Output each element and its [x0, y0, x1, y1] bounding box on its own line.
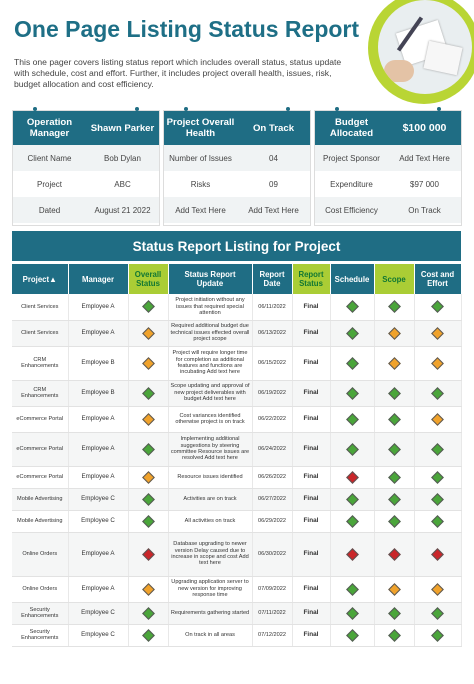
- schedule-cell: [330, 602, 374, 624]
- table-row: [12, 576, 461, 602]
- project-cell: CRM Enhancements: [12, 346, 68, 380]
- column-header-report-status: Report Status: [292, 264, 330, 294]
- schedule-cell: [330, 320, 374, 346]
- manager-cell: Employee A: [68, 406, 128, 432]
- table-row: [12, 346, 461, 380]
- manager-cell: Employee C: [68, 510, 128, 532]
- status-diamond-green-icon: [346, 357, 359, 370]
- card-label: Dated: [38, 205, 61, 215]
- overall-status-cell: [128, 432, 168, 466]
- status-diamond-orange-icon: [142, 357, 155, 370]
- card-label: Number of Issues: [169, 153, 232, 163]
- table-row: [12, 510, 461, 532]
- card-value: 04: [269, 153, 278, 163]
- card-header-value: $100 000: [402, 121, 447, 134]
- status-update-cell: Project initiation without any issues that required special attention: [168, 294, 252, 320]
- column-header-scope: Scope: [374, 264, 414, 294]
- schedule-cell: [330, 532, 374, 576]
- status-diamond-orange-icon: [388, 327, 401, 340]
- status-diamond-green-icon: [346, 583, 359, 596]
- manager-cell: Employee A: [68, 466, 128, 488]
- report-date-cell: 07/09/2022: [252, 576, 292, 602]
- schedule-cell: [330, 380, 374, 406]
- cost-effort-cell: [414, 576, 461, 602]
- report-status-cell: Final: [292, 602, 330, 624]
- table-header-row: [12, 264, 461, 294]
- status-diamond-green-icon: [431, 493, 444, 506]
- cost-effort-cell: [414, 406, 461, 432]
- scope-cell: [374, 488, 414, 510]
- summary-card-health: [163, 110, 311, 226]
- card-header-label: Budget Allocated: [329, 117, 374, 139]
- status-diamond-green-icon: [142, 493, 155, 506]
- status-update-cell: Required additional budget due technical issues effected overall project scope: [168, 320, 252, 346]
- overall-status-cell: [128, 510, 168, 532]
- card-row: [164, 145, 310, 171]
- card-header-label: Operation Manager: [26, 117, 73, 139]
- scope-cell: [374, 320, 414, 346]
- scope-cell: [374, 346, 414, 380]
- status-update-cell: Database upgrading to newer version Delay caused due to increase in scope and cost Add text here: [168, 532, 252, 576]
- report-date-cell: 06/29/2022: [252, 510, 292, 532]
- report-date-cell: 06/15/2022: [252, 346, 292, 380]
- status-diamond-green-icon: [388, 300, 401, 313]
- cost-effort-cell: [414, 532, 461, 576]
- column-header-schedule: Schedule: [330, 264, 374, 294]
- report-status-cell: Final: [292, 294, 330, 320]
- scope-cell: [374, 432, 414, 466]
- report-status-cell: Final: [292, 466, 330, 488]
- report-status-cell: Final: [292, 406, 330, 432]
- status-diamond-green-icon: [346, 300, 359, 313]
- table-row: [12, 294, 461, 320]
- card-label: Client Name: [27, 153, 72, 163]
- report-date-cell: 06/24/2022: [252, 432, 292, 466]
- report-status-cell: Final: [292, 532, 330, 576]
- status-diamond-green-icon: [431, 607, 444, 620]
- status-diamond-green-icon: [431, 387, 444, 400]
- pin-icon: [135, 107, 139, 111]
- header-photo: [368, 0, 474, 104]
- status-diamond-green-icon: [431, 300, 444, 313]
- cost-effort-cell: [414, 466, 461, 488]
- table-row: [12, 488, 461, 510]
- report-status-cell: Final: [292, 346, 330, 380]
- report-status-cell: Final: [292, 576, 330, 602]
- card-value: ABC: [114, 179, 131, 189]
- report-status-cell: Final: [292, 510, 330, 532]
- overall-status-cell: [128, 380, 168, 406]
- photo-paper: [423, 41, 462, 75]
- card-header-label: Project Overall Health: [166, 117, 235, 139]
- scope-cell: [374, 624, 414, 646]
- overall-status-cell: [128, 320, 168, 346]
- card-label: Risks: [190, 179, 211, 189]
- status-update-cell: Requirements gathering started: [168, 602, 252, 624]
- status-diamond-green-icon: [431, 629, 444, 642]
- cost-effort-cell: [414, 488, 461, 510]
- report-date-cell: 07/11/2022: [252, 602, 292, 624]
- summary-card-operations: [12, 110, 160, 226]
- schedule-cell: [330, 510, 374, 532]
- report-date-cell: 06/13/2022: [252, 320, 292, 346]
- scope-cell: [374, 510, 414, 532]
- status-diamond-orange-icon: [431, 583, 444, 596]
- column-header-overall-status: Overall Status: [128, 264, 168, 294]
- status-diamond-green-icon: [142, 607, 155, 620]
- card-row: [13, 171, 159, 197]
- page-title: One Page Listing Status Report: [14, 16, 360, 42]
- status-diamond-green-icon: [346, 515, 359, 528]
- report-status-cell: Final: [292, 624, 330, 646]
- report-status-cell: Final: [292, 380, 330, 406]
- photo-image: [378, 0, 472, 94]
- card-value: August 21 2022: [94, 205, 151, 215]
- card-header-value: Shawn Parker: [90, 122, 155, 134]
- card-row: [164, 197, 310, 223]
- status-diamond-green-icon: [142, 443, 155, 456]
- status-diamond-green-icon: [346, 327, 359, 340]
- status-diamond-green-icon: [142, 387, 155, 400]
- card-row: [13, 197, 159, 223]
- cost-effort-cell: [414, 294, 461, 320]
- report-date-cell: 07/12/2022: [252, 624, 292, 646]
- scope-cell: [374, 532, 414, 576]
- status-diamond-green-icon: [388, 493, 401, 506]
- pin-icon: [33, 107, 37, 111]
- cost-effort-cell: [414, 380, 461, 406]
- schedule-cell: [330, 624, 374, 646]
- status-diamond-green-icon: [142, 629, 155, 642]
- status-diamond-red-icon: [431, 548, 444, 561]
- status-diamond-green-icon: [431, 443, 444, 456]
- status-diamond-green-icon: [388, 387, 401, 400]
- status-diamond-green-icon: [142, 515, 155, 528]
- report-date-cell: 06/26/2022: [252, 466, 292, 488]
- overall-status-cell: [128, 532, 168, 576]
- report-status-cell: Final: [292, 488, 330, 510]
- status-diamond-red-icon: [346, 548, 359, 561]
- status-diamond-orange-icon: [142, 471, 155, 484]
- table-row: [12, 406, 461, 432]
- pin-icon: [335, 107, 339, 111]
- report-status-cell: Final: [292, 320, 330, 346]
- project-cell: Online Orders: [12, 532, 68, 576]
- card-label: Cost Efficiency: [325, 205, 378, 215]
- schedule-cell: [330, 488, 374, 510]
- status-update-cell: Upgrading application server to new version for improving response time: [168, 576, 252, 602]
- scope-cell: [374, 294, 414, 320]
- column-header-report-date: Report Date: [252, 264, 292, 294]
- scope-cell: [374, 602, 414, 624]
- overall-status-cell: [128, 346, 168, 380]
- status-diamond-orange-icon: [431, 413, 444, 426]
- card-value: On Track: [408, 205, 441, 215]
- status-diamond-green-icon: [388, 413, 401, 426]
- manager-cell: Employee A: [68, 532, 128, 576]
- report-date-cell: 06/22/2022: [252, 406, 292, 432]
- overall-status-cell: [128, 466, 168, 488]
- overall-status-cell: [128, 294, 168, 320]
- project-cell: eCommerce Portal: [12, 406, 68, 432]
- table-row: [12, 320, 461, 346]
- manager-cell: Employee C: [68, 624, 128, 646]
- manager-cell: Employee B: [68, 380, 128, 406]
- report-date-cell: 06/19/2022: [252, 380, 292, 406]
- status-diamond-green-icon: [346, 387, 359, 400]
- card-label: Project Sponsor: [323, 153, 380, 163]
- cost-effort-cell: [414, 320, 461, 346]
- summary-card-budget: [314, 110, 462, 226]
- project-cell: eCommerce Portal: [12, 466, 68, 488]
- status-diamond-red-icon: [142, 548, 155, 561]
- column-header-cost-effort: Cost and Effort: [414, 264, 461, 294]
- status-diamond-green-icon: [346, 493, 359, 506]
- status-diamond-orange-icon: [142, 583, 155, 596]
- overall-status-cell: [128, 406, 168, 432]
- table-row: [12, 380, 461, 406]
- scope-cell: [374, 466, 414, 488]
- project-cell: Security Enhancements: [12, 624, 68, 646]
- project-cell: Online Orders: [12, 576, 68, 602]
- status-update-cell: Cost variances identified otherwise project is on track: [168, 406, 252, 432]
- report-date-cell: 06/30/2022: [252, 532, 292, 576]
- card-label: Expenditure: [330, 179, 373, 189]
- card-value: Add Text Here: [248, 205, 299, 215]
- report-status-cell: Final: [292, 432, 330, 466]
- project-cell: eCommerce Portal: [12, 432, 68, 466]
- card-value: Add Text Here: [399, 153, 450, 163]
- status-diamond-orange-icon: [142, 413, 155, 426]
- project-cell: Security Enhancements: [12, 602, 68, 624]
- intro-text: This one pager covers listing status report which includes overall status, status update with schedule, cost and effort. Further, it includes project overall health, issues, risk, budget allocation and cost efficiency.: [14, 57, 342, 89]
- card-label: Project: [37, 179, 62, 189]
- scope-cell: [374, 576, 414, 602]
- manager-cell: Employee C: [68, 602, 128, 624]
- schedule-cell: [330, 346, 374, 380]
- schedule-cell: [330, 294, 374, 320]
- overall-status-cell: [128, 602, 168, 624]
- table-body: [12, 294, 461, 646]
- scope-cell: [374, 406, 414, 432]
- table-row: [12, 466, 461, 488]
- schedule-cell: [330, 432, 374, 466]
- manager-cell: Employee A: [68, 576, 128, 602]
- cost-effort-cell: [414, 602, 461, 624]
- scope-cell: [374, 380, 414, 406]
- table-row: [12, 602, 461, 624]
- card-value: 09: [269, 179, 278, 189]
- card-value: $97 000: [410, 179, 439, 189]
- status-diamond-green-icon: [388, 629, 401, 642]
- overall-status-cell: [128, 576, 168, 602]
- column-header-project[interactable]: Project▲: [12, 264, 68, 294]
- status-diamond-green-icon: [346, 607, 359, 620]
- status-diamond-orange-icon: [388, 357, 401, 370]
- status-diamond-green-icon: [346, 629, 359, 642]
- manager-cell: Employee A: [68, 320, 128, 346]
- schedule-cell: [330, 406, 374, 432]
- project-cell: Mobile Advertising: [12, 488, 68, 510]
- report-date-cell: 06/27/2022: [252, 488, 292, 510]
- project-cell: CRM Enhancements: [12, 380, 68, 406]
- status-diamond-green-icon: [388, 471, 401, 484]
- status-diamond-green-icon: [431, 471, 444, 484]
- section-banner: Status Report Listing for Project: [12, 231, 461, 261]
- manager-cell: Employee A: [68, 294, 128, 320]
- column-header-manager: Manager: [68, 264, 128, 294]
- project-cell: Client Services: [12, 294, 68, 320]
- photo-hand: [384, 60, 414, 82]
- schedule-cell: [330, 576, 374, 602]
- status-diamond-green-icon: [346, 413, 359, 426]
- cost-effort-cell: [414, 510, 461, 532]
- pin-icon: [184, 107, 188, 111]
- card-row: [13, 145, 159, 171]
- status-diamond-orange-icon: [388, 583, 401, 596]
- manager-cell: Employee C: [68, 488, 128, 510]
- status-update-cell: Activities are on track: [168, 488, 252, 510]
- card-row: [315, 145, 461, 171]
- table-row: [12, 624, 461, 646]
- card-row: [164, 171, 310, 197]
- card-row: [315, 171, 461, 197]
- cost-effort-cell: [414, 624, 461, 646]
- overall-status-cell: [128, 488, 168, 510]
- status-update-cell: On track in all areas: [168, 624, 252, 646]
- pin-icon: [286, 107, 290, 111]
- card-row: [315, 197, 461, 223]
- status-diamond-orange-icon: [142, 327, 155, 340]
- report-date-cell: 06/11/2022: [252, 294, 292, 320]
- status-diamond-red-icon: [346, 471, 359, 484]
- project-cell: Mobile Advertising: [12, 510, 68, 532]
- cost-effort-cell: [414, 346, 461, 380]
- card-label: Add Text Here: [175, 205, 226, 215]
- status-table: [12, 264, 462, 647]
- status-update-cell: Project will require longer time for completion as additional features and functions are incubating Add text here: [168, 346, 252, 380]
- table-row: [12, 532, 461, 576]
- status-diamond-red-icon: [388, 548, 401, 561]
- status-diamond-green-icon: [388, 607, 401, 620]
- card-value: Bob Dylan: [104, 153, 141, 163]
- status-diamond-green-icon: [388, 443, 401, 456]
- status-update-cell: Scope updating and approval of new project deliverables with budget Add text here: [168, 380, 252, 406]
- manager-cell: Employee B: [68, 346, 128, 380]
- column-header-status-update: Status Report Update: [168, 264, 252, 294]
- status-update-cell: Resource issues identified: [168, 466, 252, 488]
- status-update-cell: All activities on track: [168, 510, 252, 532]
- status-diamond-orange-icon: [431, 357, 444, 370]
- status-diamond-green-icon: [431, 515, 444, 528]
- project-cell: Client Services: [12, 320, 68, 346]
- manager-cell: Employee A: [68, 432, 128, 466]
- card-header-value: On Track: [252, 122, 295, 134]
- table-row: [12, 432, 461, 466]
- pin-icon: [437, 107, 441, 111]
- cost-effort-cell: [414, 432, 461, 466]
- status-diamond-orange-icon: [431, 327, 444, 340]
- status-diamond-green-icon: [142, 300, 155, 313]
- status-update-cell: Implementing additional suggestions by steering committee Resource issues are resolved Add text here: [168, 432, 252, 466]
- schedule-cell: [330, 466, 374, 488]
- status-diamond-green-icon: [346, 443, 359, 456]
- status-diamond-green-icon: [388, 515, 401, 528]
- overall-status-cell: [128, 624, 168, 646]
